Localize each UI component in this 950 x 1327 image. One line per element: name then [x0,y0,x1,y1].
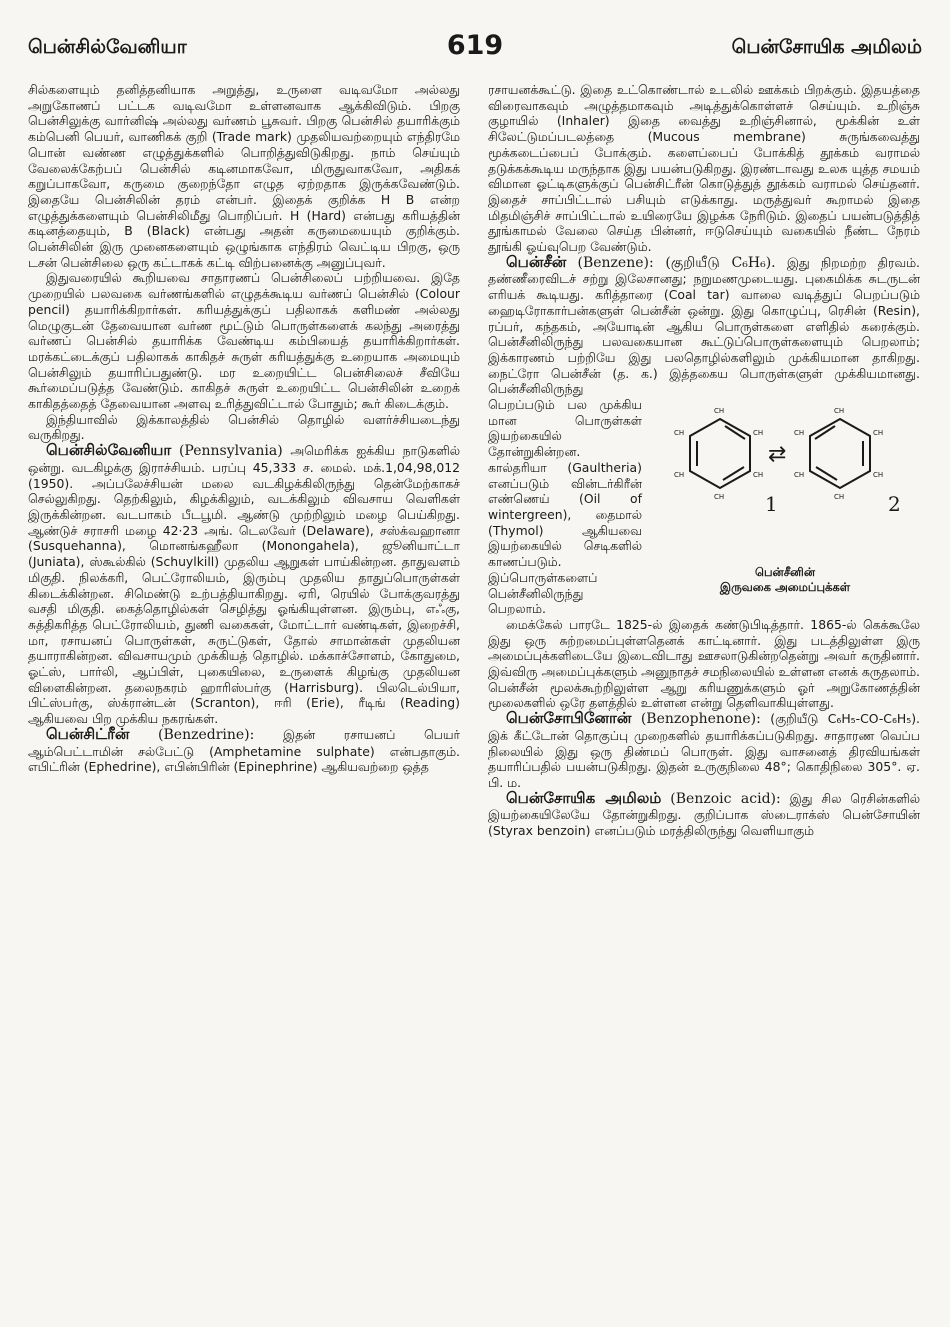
running-head-left: பென்சில்வேனியா [28,36,187,58]
entry-body: (குறியீடு C₆H₅-CO-C₆H₅). இக் கீட்டோன் தொகுப்பு முறைகளில் தயாரிக்கப்படுகிறது. சாதாரண வெப்ப நிலையில் இது ஒரு திண்மப் பொருள். இது வாசனைத் திரவியங்கள் தயாரிப்பதில் பயன்படுகிறது. இதன் உருகுநிலை 48°; கொதிநிலை 305°. ஏ. பி. ம. [488,711,920,790]
entry-title: பென்சிட்ரீன் [46,724,130,743]
structure-number-2: 2 [888,492,901,517]
caption-line: இருவகை அமைப்புக்கள் [719,579,851,594]
entry-body: இதன் ரசாயனப் பெயர் ஆம்பெட்டாமின் சல்பேட்டு (Amphetamine sulphate) என்பதாகும். எபிட்ரின் (Ephedrine), எபின்பிரின் (Epinephrine) ஆகியவற்றை ஒத்த [28,726,460,775]
ch-label: CH [674,429,685,438]
paragraph: இதுவரையில் கூறியவை சாதாரணப் பென்சிலைப் பற்றியவை. இதே முறையில் பலவகை வர்ணங்களில் எழுதக்கூடிய வர்ணப் பென்சில் (Colour pencil) தயாரிக்கிறார்கள். கரியத்துக்குப் பதிலாகக் களிமண் அல்லது மெழுகுடன் தேவையான வர்ண மூட்டும் பொருள்களைக் கலந்து அரைத்து வர்ணப் பென்சில் தயாரிக்க வேண்டிய கம்பியைத் தயாரிக்கிறார்கள். மரக்கட்டைக்குப் பதிலாகக் காகிதச் சுருள் கரியத்துக்கு உறையாக அமையும் பென்சிலும் தயாரிப்பதுண்டு. மர உறையிட்ட பென்சிலைச் சீவியே கூர்மைப்படுத்த வேண்டும். காகிதச் சுருள் உறையிட்ட பென்சிலின் உறைக் காகிதத்தைத் தேவையான அளவு உரித்துவிட்டால் போதும்; கூர் கிடைக்கும். [28,270,460,412]
entry-title: பென்சோயிக அமிலம் [506,788,662,807]
entry-title: பென்சோபினோன் [506,709,632,728]
running-head-right: பென்சோயிக அமிலம் [731,36,922,58]
paragraph: இந்தியாவில் இக்காலத்தில் பென்சில் தொழில் வளர்ச்சியடைந்து வருகிறது. [28,411,460,443]
entry-title: பென்சில்வேனியா [46,441,172,460]
caption-line: பென்சீனின் [755,564,815,579]
entry-title: பென்சீன் [506,252,567,271]
ch-label: CH [873,429,884,438]
right-column [488,82,920,1322]
structure-number-1: 1 [765,492,778,517]
entry-title-english: (Pennsylvania) [178,443,283,460]
entry-benzedrine [28,724,460,775]
ch-label: CH [794,429,805,438]
entry-title-english: (Benzophenone): [640,711,761,728]
entry-title-english: (Benzoic acid): [670,790,781,807]
hexagon-2 [810,419,870,488]
entry-title-english: (Benzene): (குறியீடு C₆H₆). [577,254,776,271]
figure-caption [650,565,920,595]
page-number: 619 [446,30,504,61]
paragraph: மைக்கேல் பாரடே 1825-ல் இதைக் கண்டுபிடித்தார். 1865-ல் கெக்கூலே இது ஒரு சுற்றமைப்புள்ளதெனக் காட்டினார். இது படத்திலுள்ள இரு அமைப்புக்களிடையே இடைவிடாது ஊசலாடுகின்றதென்று அவர் கருதினார். இவ்விரு அமைப்புக்களும் அனுநாதச் சமநிலையில் உள்ளன எனக் கருதலாம். பென்சீன் மூலக்கூற்றிலுள்ள ஆறு கரியணுக்களும் ஓர் அறுகோணத்தின் மூலைகளில் ஒரே தளத்தில் உள்ளன என்று தெளிவாகியுள்ளது. [488,616,920,711]
left-column [28,82,460,1322]
ch-label: CH [834,407,845,416]
entry-body: இது நிறமற்ற திரவம். தண்ணீரைவிடச் சற்று இலேசானது; நறுமணமுடையது. புகைமிக்க சுடருடன் எரியக் கூடியது. கரித்தாரை (Coal tar) வாலை வடித்துப் பெறப்படும் ஹைடிரோகார்பன்களுள் பென்சீன் ஒன்று. இது கொழுப்பு, ரெசின் (Resin), ரப்பர், கந்தகம், அயோடின் ஆகிய பொருள்களை எளிதில் கரைக்கும். பென்சீனிலிருந்து பலவகையான கூட்டுப்பொருள்களையும் பெறலாம்; இக்காரணம் பற்றியே இது பலதொழில்களிலும் முக்கியமான தாகிறது. நைட்ரோ பென்சீன் (த. க.) இத்தகைய பொருள்களுள் முக்கியமானது. பென்சீனிலிருந்து [488,254,920,397]
equilibrium-arrows: ⇄ [768,442,787,468]
entry-body: இது சில ரெசின்களில் இயற்கையிலேயே தோன்றுகிறது. குறிப்பாக ஸ்டைராக்ஸ் பென்சோயின் (Styrax benzoin) எனப்படும் மரத்திலிருந்து வெளியாகும் [488,790,920,839]
ch-label: CH [794,471,805,480]
ch-label: CH [753,429,764,438]
entry-body: அமெரிக்க ஐக்கிய நாடுகளில் ஒன்று. வடகிழக்கு இராச்சியம். பரப்பு 45,333 ச. மைல். மக்.1,04,98,012 (1950). அப்பலேச்சியன் மலை வடகிழக்கிலிருந்து தென்மேற்காகச் செல்லுகிறது. தெற்கிலும், கிழக்கிலும், வடக்கிலும் விவசாய வெளிகள் இருக்கின்றன. வடபாகம் பீடபூமி. ஆண்டு முற்றிலும் மழை பெய்கிறது. ஆண்டுச் சராசரி மழை 42·23 அங். டெலவேர் (Delaware), சஸ்க்வஹானா (Susquehanna), மொனங்கஹீலா (Monongahela), ஜூனியாட்டா (Juniata), ஸ்கூல்கில் (Schuylkill) முதலிய ஆறுகள் பாய்கின்றன. தாதுவளம் மிகுதி. நிலக்கரி, பெட்ரோலியம், இரும்பு முதலிய தாதுப்பொருள்கள் கிடைக்கின்றன. சிமெண்டு உற்பத்தியாகிறது. ஏரி, ரெயில் போக்குவரத்து வசதி மிகுதி. கைத்தொழில்கள் செழித்து ஓங்கியுள்ளன. இரும்பு, எஃகு, சுத்திகரித்த பெட்ரோலியம், துணி வகைகள், மோட்டார் வண்டிகள், இறைச்சி, மா, ரசாயனப் பொருள்கள், சுருட்டுகள், தோல் சாமான்கள் முதலியன தயாராகின்றன. விவசாயமும் முக்கியத் தொழில். மக்காச்சோளம், கோதுமை, ஓட்ஸ், பார்லி, ஆப்பிள், புகையிலை, உருளைக் கிழங்கு முதலியன விளைகின்றன. தலைநகரம் ஹாரிஸ்பர்கு (Harrisburg). பிலடெல்பியா, பிட்ஸ்பர்கு, ஸ்க்ரான்டன் (Scranton), ஈரி (Erie), ரீடிங் (Reading) ஆகியவை பிற முக்கிய நகரங்கள். [28,443,460,727]
ch-label: CH [714,407,725,416]
ch-label: CH [873,471,884,480]
ch-label: CH [834,493,845,502]
entry-benzene [488,252,920,397]
paragraph: ரசாயனக்கூட்டு. இதை உட்கொண்டால் உடலில் ஊக்கம் பிறக்கும். இதயத்தை விரைவாகவும் அழுத்தமாகவும் அடித்துக்கொள்ளச் செய்யும். உறிஞ்சு குழாயில் (Inhaler) இதை வைத்து உறிஞ்சினால், மூக்கின் உள் சிலேட்டுமப்படலத்தை (Mucous membrane) சுருங்கவைத்து மூக்கடைப்பைப் போக்கும். களைப்பைப் போக்கித் தூக்கம் வராமல் தடுக்கக்கூடிய மருந்தாக இது பயன்படுகிறது. இரண்டாவது உலக யுத்த சமயம் விமான ஓட்டிகளுக்குப் பென்சிட்ரீன் கொடுத்துத் தூக்கம் வராமல் செய்தனர். இதைச் சாப்பிட்டால் பசியும் எடுக்காது. மருத்துவர் கூறாமல் இதை மிதமிஞ்சிச் சாப்பிட்டால் உயிரையே இழக்க நேரிடும். இதைப் பயன்படுத்தித் தூங்காமல் வேலை செய்த பின்னர், ஈடுசெய்யும் வகையில் நீண்ட நேரம் தூங்கி ஓய்வுபெற வேண்டும். [488,82,920,255]
double-bond [723,467,744,480]
paragraph: சில்களையும் தனித்தனியாக அறுத்து, உருளை வடிவமோ அல்லது அறுகோணப் பட்டக வடிவமோ உள்ளனவாக ஆக்கிவிடும். பிறகு பென்சிலுக்கு வார்னிஷ் அல்லது வர்ணம் பூசுவர். பிறகு பென்சில் தயாரிக்கும் கம்பெனி பெயர், வாணிகக் குறி (Trade mark) முதலியவற்றையும் எந்திரமே பொன் வண்ண எழுத்துக்களில் பொறித்துவிடுகிறது. நாம் செய்யும் வேலைக்கேற்பப் பென்சில் கடினமாகவோ, மிருதுவாகவோ, அதிகக் கறுப்பாகவோ, கருமை குறைந்தோ எழுத ஏற்றதாக இருக்கவேண்டும். இதையே பென்சிலின் தரம் என்பர். இதைக் குறிக்க H B என்ற எழுத்துக்களையும் பென்சிலிமீது பொறிப்பர். H (Hard) என்பது கரியத்தின் கடினத்தையும், B (Black) என்பது அதன் கருமையையும் குறிக்கும். பென்சிலின் இரு முனைகளையும் ஒழுங்காக எந்திரம் வெட்டிய பிறகு, ஒரு டசன் பென்சிலை ஒரு கட்டாகக் கட்டி விற்பனைக்கு அனுப்புவர். [28,82,460,270]
paragraph: பெறப்படும் பல முக்கிய மான பொருள்கள் இயற்கையில் தோன்றுகின்றன. கால்தரியா (Gaultheria) எனப்படும் வின்டர்கிரீன் எண்ணெய் (Oil of wintergreen), தைமால் (Thymol) ஆகியவை இயற்கையில் செடிகளில் காணப்படும். இப்பொருள்களைப் பென்சீனிலிருந்து பெறலாம். [488,397,642,617]
hexagon-1 [690,419,750,488]
double-bond [816,467,837,480]
entry-title-english: (Benzedrine): [158,726,255,743]
ch-label: CH [714,493,725,502]
page-header [28,30,922,66]
entry-benzoic-acid [488,788,920,839]
entry-benzophenone [488,711,920,791]
ch-label: CH [753,471,764,480]
entry-pennsylvania [28,443,460,727]
ch-label: CH [674,471,685,480]
benzene-structures-diagram [650,399,920,559]
benzene-figure [650,399,920,594]
